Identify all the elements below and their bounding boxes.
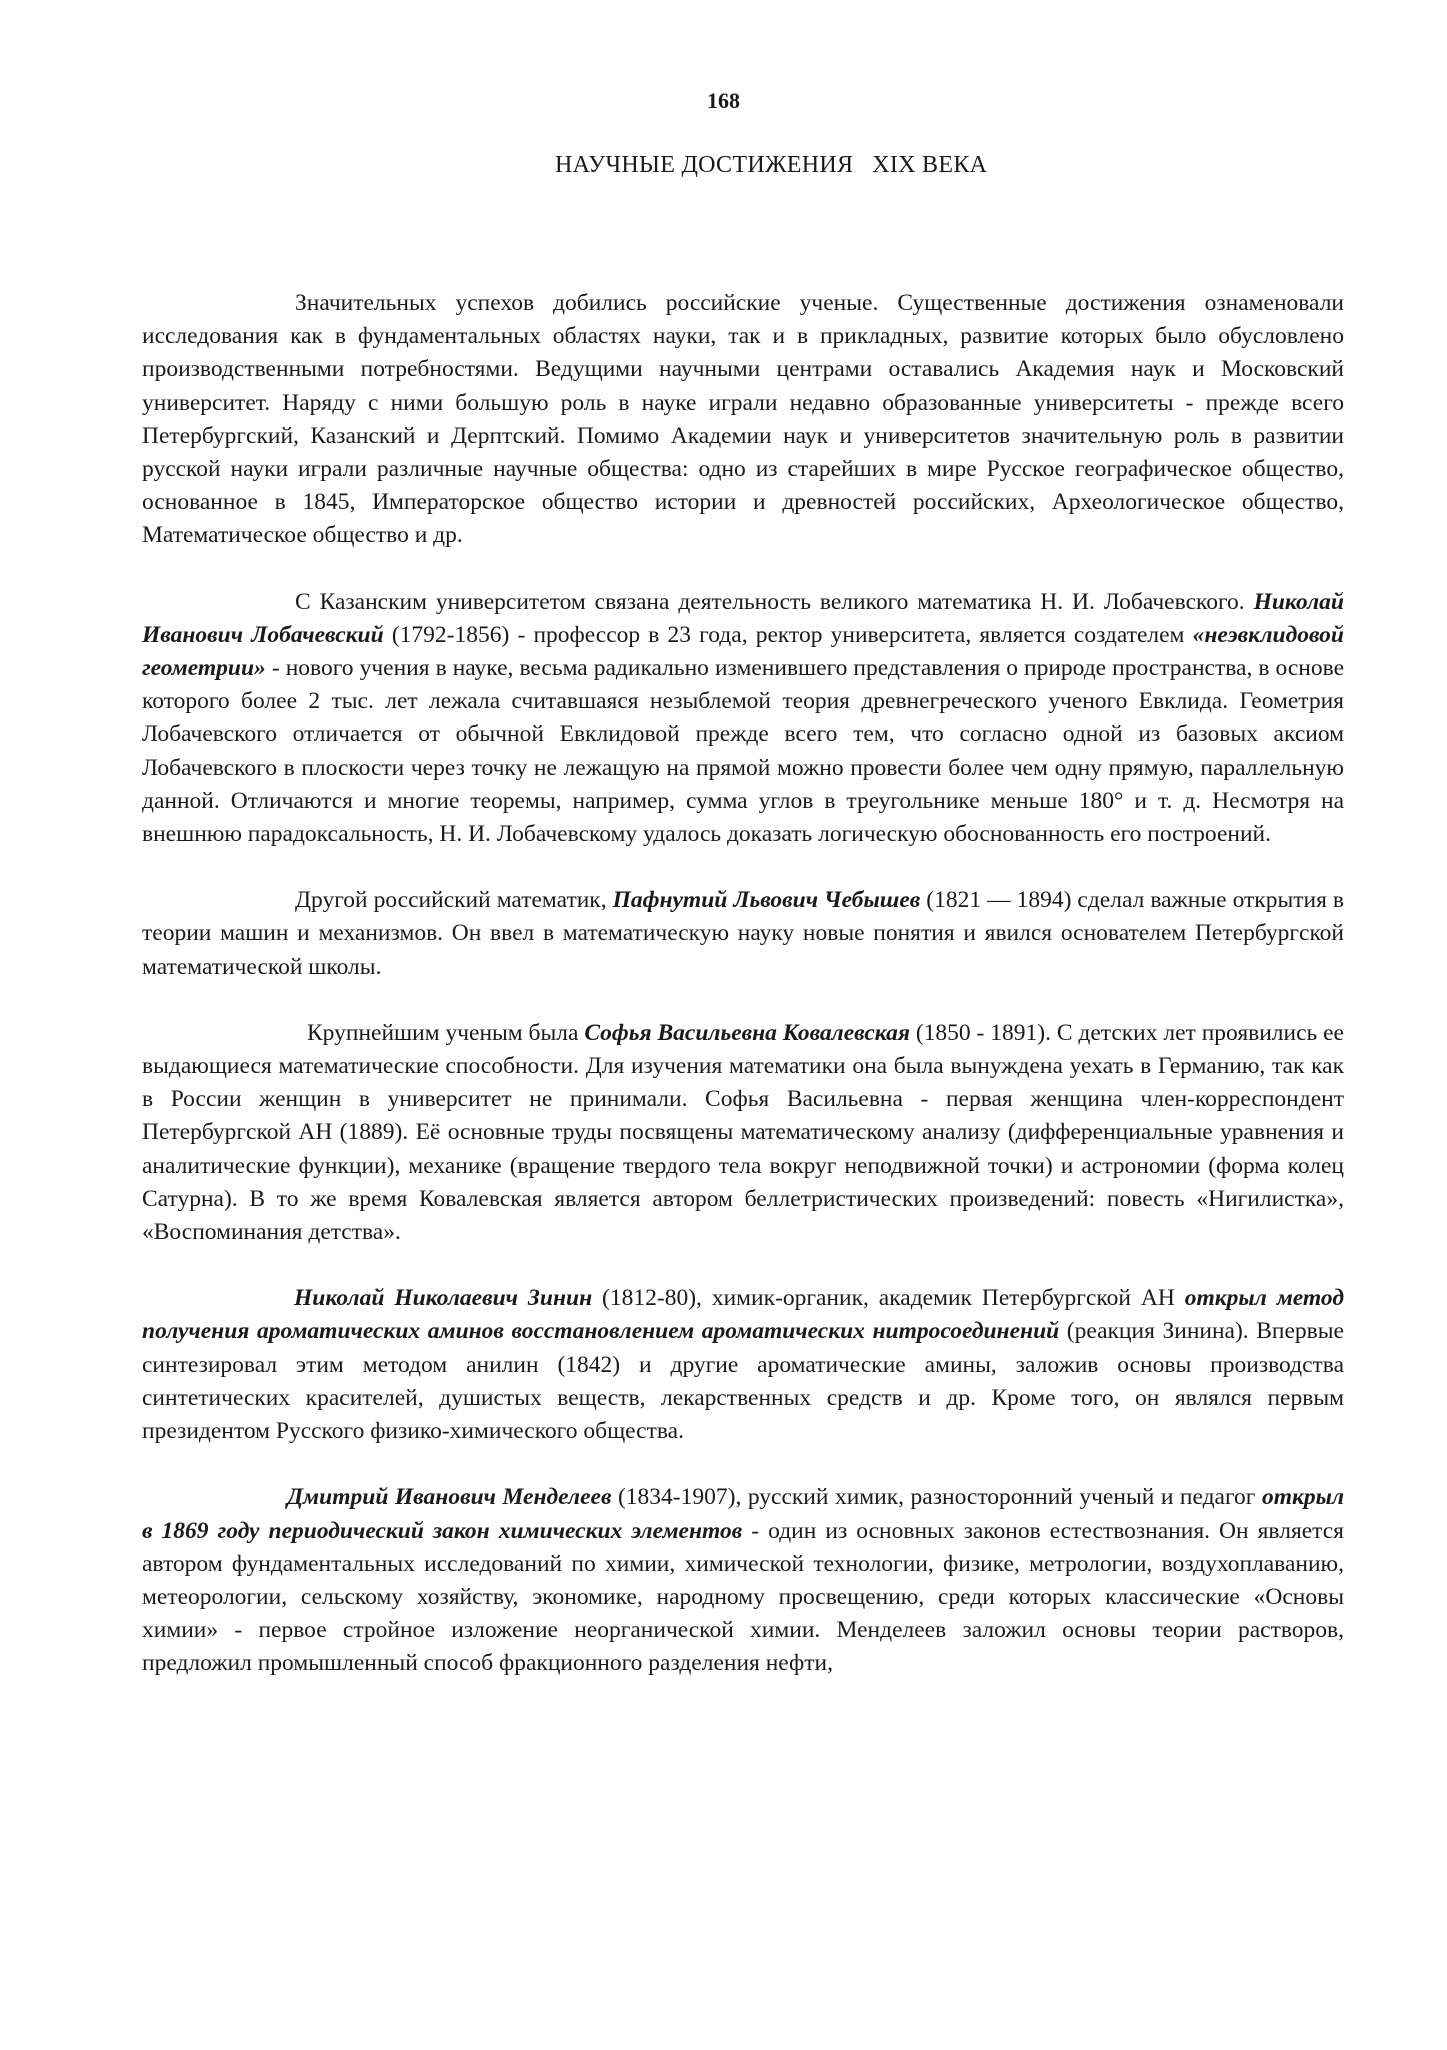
paragraph-text: (1850 - 1891). С детских лет проявились ее выдающиеся математические способности. Для изучения математики она была вынуждена уехать в Германию, так как в России женщин в университет не принимали. Софья Васильевна - первая женщина член-корреспондент Петербургской АН (1889). Её основные труды посвящены математическому анализу (дифференциальные уравнения и аналитические функции), механике (вращение твердого тела вокруг неподвижной точки) и астрономии (форма колец Сатурна). В то же время Ковалевская является автором беллетристических произведений: повесть «Нигилистка», «Воспоминания детства». [142, 1019, 1344, 1246]
page-title: НАУЧНЫЕ ДОСТИЖЕНИЯ XIX ВЕКА [555, 152, 988, 178]
emphasis-name-lobachevsky: Николай Иванович Лобачевский [142, 588, 1344, 648]
paragraph-text: С Казанским университетом связана деятельность великого математика Н. И. Лобачевского. [295, 588, 1254, 615]
emphasis-zinin-discovery: открыл метод получения ароматических аминов восстановлением ароматических нитросоединений [142, 1285, 1344, 1345]
paragraph-text: (1834-1907), русский химик, разносторонний ученый и педагог [611, 1484, 1262, 1511]
emphasis-name-kovalevskaya: Софья Васильевна Ковалевская [584, 1019, 910, 1046]
emphasis-name-chebyshev: Пафнутий Львович Чебышев [612, 887, 921, 914]
emphasis-periodic-law: открыл в 1869 году периодический закон химических элементов [142, 1484, 1345, 1544]
page-number: 168 [707, 88, 740, 113]
paragraph-text: (1821 — 1894) сделал важные открытия в теории машин и механизмов. Он ввел в математическую науку новые понятия и явился основателем Петербургской математической школы. [142, 887, 1344, 980]
paragraph-russian-scientists [142, 287, 1344, 553]
paragraph-text: - нового учения в науке, весьма радикально изменившего представления о природе пространства, в основе которого более 2 тыс. лет лежала считавшаяся незыблемой теория древнегреческого ученого Евклида. Геометрия Лобачевского отличается от обычной Евклидовой прежде всего тем, что согласно одной из базовых аксиом Лобачевского в плоскости через точку не лежащую на прямой можно провести более чем одну прямую, параллельную данной. Отличаются и многие теоремы, например, сумма углов в треугольнике меньше 180° и т. д. Несмотря на внешнюю парадоксальность, Н. И. Лобачевскому удалось доказать логическую обоснованность его построений. [142, 655, 1344, 848]
emphasis-non-euclidean-geometry: «неэвклидовой геометрии» [142, 621, 1345, 682]
paragraph-text: (1792-1856) - профессор в 23 года, ректор университета, является создателем [383, 621, 1193, 648]
document-body [142, 287, 1344, 1714]
paragraph-chebyshev [142, 884, 1344, 984]
paragraph-text: Крупнейшим ученым была [307, 1019, 585, 1046]
paragraph-text: - один из основных законов естествознания. Он является автором фундаментальных исследований по химии, химической технологии, физике, метрологии, воздухоплаванию, метеорологии, сельскому хозяйству, экономике, народному просвещению, среди которых классические «Основы химии» - первое стройное изложение неорганической химии. Менделеев заложил основы теории растворов, предложил промышленный способ фракционного разделения нефти, [142, 1517, 1344, 1677]
paragraph-text: Другой российский математик, [295, 887, 613, 914]
paragraph-mendeleev [142, 1481, 1344, 1680]
emphasis-name-zinin: Николай Николаевич Зинин [294, 1285, 593, 1312]
paragraph-lobachevsky [142, 586, 1344, 852]
paragraph-text: (реакция Зинина). Впервые синтезировал этим методом анилин (1842) и другие ароматические амины, заложив основы производства синтетических красителей, душистых веществ, лекарственных средств и др. Кроме того, он являлся первым президентом Русского физико-химического общества. [142, 1318, 1344, 1445]
paragraph-text: (1812-80), химик-органик, академик Петербургской АН [592, 1285, 1185, 1312]
paragraph-zinin [142, 1282, 1344, 1448]
paragraph-text: Значительных успехов добились российские ученые. Существенные достижения ознаменовали исследования как в фундаментальных областях науки, так и в прикладных, развитие которых было обусловлено производственными потребностями. Ведущими научными центрами оставались Академия наук и Московский университет. Наряду с ними большую роль в науке играли недавно образованные университеты - прежде всего Петербургский, Казанский и Дерптский. Помимо Академии наук и университетов значительную роль в развитии русской науки играли различные научные общества: одно из старейших в мире Русское географическое общество, основанное в 1845, Императорское общество истории и древностей российских, Археологическое общество, Математическое общество и др. [142, 290, 1344, 549]
emphasis-name-mendeleev: Дмитрий Иванович Менделеев [287, 1484, 612, 1511]
paragraph-kovalevskaya [142, 1017, 1344, 1249]
